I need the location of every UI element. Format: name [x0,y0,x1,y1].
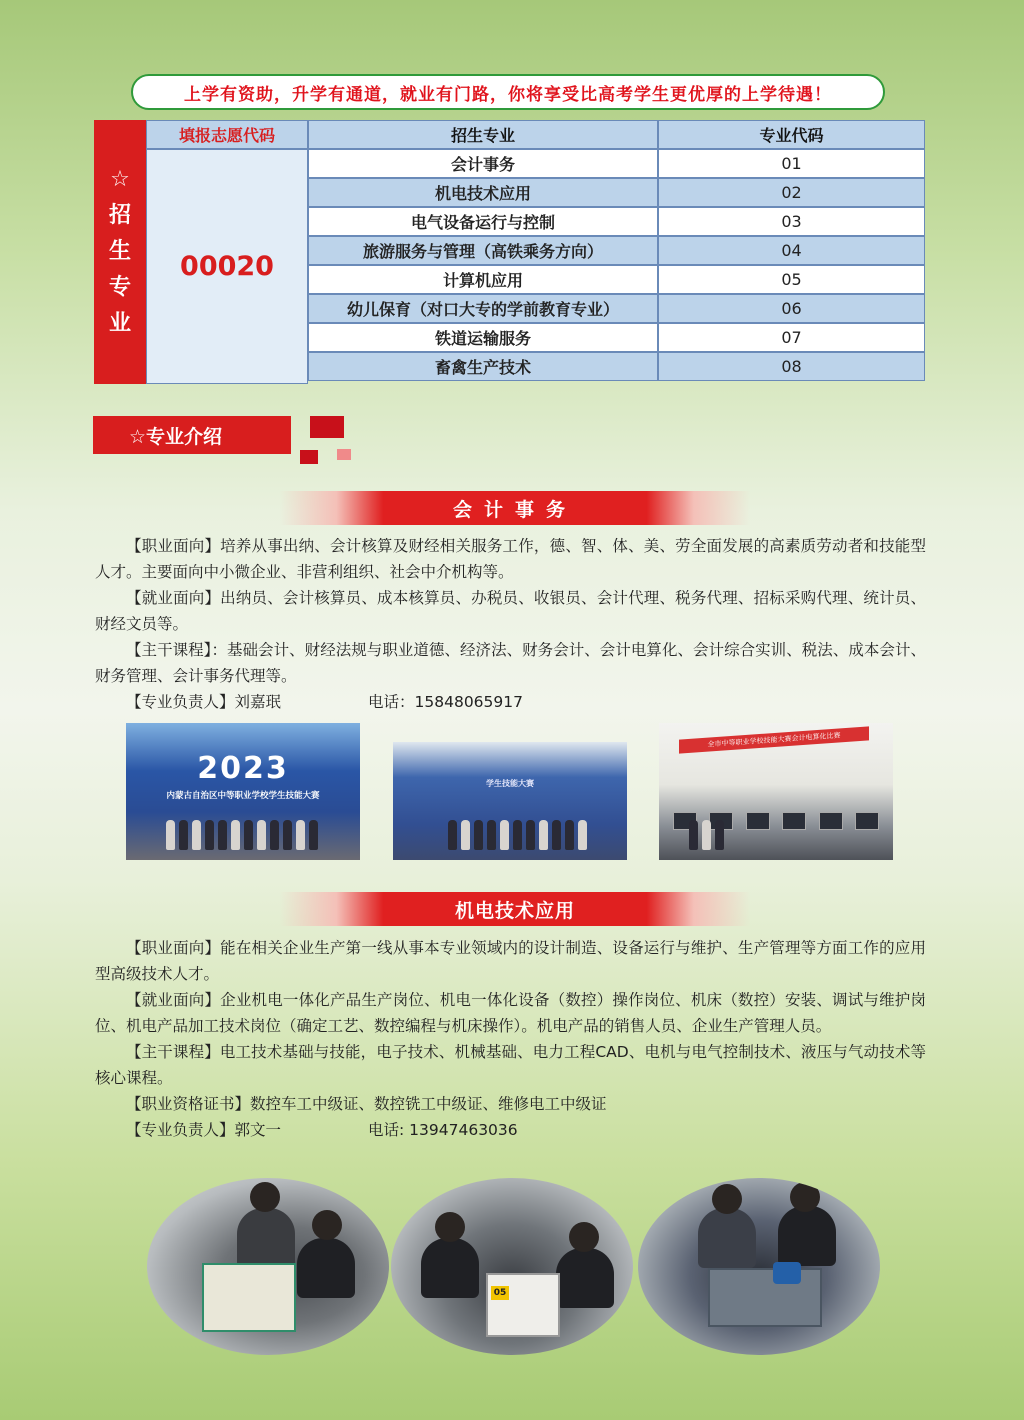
accounting-jobs: 【就业面向】出纳员、会计核算员、成本核算员、办税员、收银员、会计代理、税务代理、招标采购代理、统计员、财经文员等。 [95,589,926,633]
photo-group-caption: 学生技能大赛 [486,779,534,788]
mechatronics-title-banner [280,892,750,926]
accounting-contact [95,689,926,715]
accounting-title-banner [280,491,750,525]
side-char-3: 专 [108,275,131,300]
table-body [308,149,925,381]
section-heading [93,416,291,454]
major-name: 旅游服务与管理（高铁乘务方向） [308,236,658,265]
station-number-tag: 05 [491,1286,509,1300]
mechatronics-leader: 【专业负责人】郭文一 [126,1121,282,1139]
major-name: 计算机应用 [308,265,658,294]
accounting-description [95,533,926,715]
side-star: ☆ [110,167,130,192]
header-major-code: 专业代码 [658,120,925,149]
photo-group-people-2 [448,820,587,854]
table-row [308,323,925,352]
major-name: 电气设备运行与控制 [308,207,658,236]
major-name: 会计事务 [308,149,658,178]
major-code: 05 [658,265,925,294]
table-row [308,294,925,323]
side-char-4: 业 [108,311,131,336]
major-code: 02 [658,178,925,207]
major-code: 03 [658,207,925,236]
major-name: 铁道运输服务 [308,323,658,352]
photo-group-people [166,820,318,854]
mechatronics-description [95,935,926,1143]
photo-contest-2023 [126,723,360,860]
mechatronics-title: 机电技术应用 [454,899,575,922]
accounting-phone: 电话：15848065917 [368,693,523,711]
header-application-code: 填报志愿代码 [146,120,308,149]
major-code: 08 [658,352,925,381]
major-code: 07 [658,323,925,352]
slogan-banner [131,74,885,110]
decor-square-pink [337,449,351,460]
photo-contest-caption: 内蒙古自治区中等职业学校学生技能大赛 [166,791,320,801]
lab-banner: 全市中等职业学校技能大赛会计电算化比赛 [679,726,869,753]
accounting-title: 会计事务 [452,498,577,521]
enrollment-table [94,120,925,384]
motor-bench [708,1268,822,1327]
table-header [146,120,925,149]
table-row [308,352,925,381]
table-row [308,149,925,178]
motor-unit [773,1262,801,1284]
accounting-career: 【职业面向】培养从事出纳、会计核算及财经相关服务工作，德、智、体、美、劳全面发展的高素质劳动者和技能型人才。主要面向中小微企业、非营利组织、社会中介机构等。 [95,537,926,581]
header-major: 招生专业 [308,120,658,149]
photo-motor-training [638,1178,880,1355]
training-board [202,1263,296,1332]
major-code: 04 [658,236,925,265]
mechatronics-contact [95,1117,926,1143]
table-row [308,207,925,236]
mechatronics-certs: 【职业资格证书】数控车工中级证、数控铣工中级证、维修电工中级证 [126,1095,607,1113]
decor-square-small [300,450,318,464]
photo-workshop [391,1178,633,1355]
decor-square-large [310,416,344,438]
table-side-label [94,120,146,384]
photo-contest-group [393,742,627,860]
photo-year-text: 2023 [197,751,289,786]
major-name: 畜禽生产技术 [308,352,658,381]
major-name: 机电技术应用 [308,178,658,207]
application-code: 00020 [146,149,308,384]
side-char-1: 招 [108,203,131,228]
section-heading-text: ☆专业介绍 [129,425,223,448]
major-code: 06 [658,294,925,323]
accounting-courses: 【主干课程】：基础会计、财经法规与职业道德、经济法、财务会计、会计电算化、会计综合实训、税法、成本会计、财务管理、会计事务代理等。 [95,641,926,685]
mechatronics-career: 【职业面向】能在相关企业生产第一线从事本专业领域内的设计制造、设备运行与维护、生产管理等方面工作的应用型高级技术人才。 [95,939,926,983]
mechatronics-phone: 电话: 13947463036 [368,1121,518,1139]
photo-computer-lab [659,723,893,860]
table-row [308,265,925,294]
accounting-leader: 【专业负责人】刘嘉珉 [126,693,282,711]
lab-people [689,820,724,854]
table-row [308,236,925,265]
major-code: 01 [658,149,925,178]
slogan-text: 上学有资助，升学有通道，就业有门路，你将享受比高考学生更优厚的上学待遇！ [184,84,832,105]
photo-electrical-training [147,1178,389,1355]
mechatronics-jobs: 【就业面向】企业机电一体化产品生产岗位、机电一体化设备（数控）操作岗位、机床（数控）安装、调试与维护岗位、机电产品加工技术岗位（确定工艺、数控编程与机床操作）。机电产品的销售人员、企业生产管理人员。 [95,991,926,1035]
table-row [308,178,925,207]
mechatronics-courses: 【主干课程】电工技术基础与技能，电子技术、机械基础、电力工程CAD、电机与电气控制技术、液压与气动技术等核心课程。 [95,1043,926,1087]
major-name: 幼儿保育（对口大专的学前教育专业） [308,294,658,323]
side-char-2: 生 [108,239,131,264]
workbench [486,1273,560,1337]
